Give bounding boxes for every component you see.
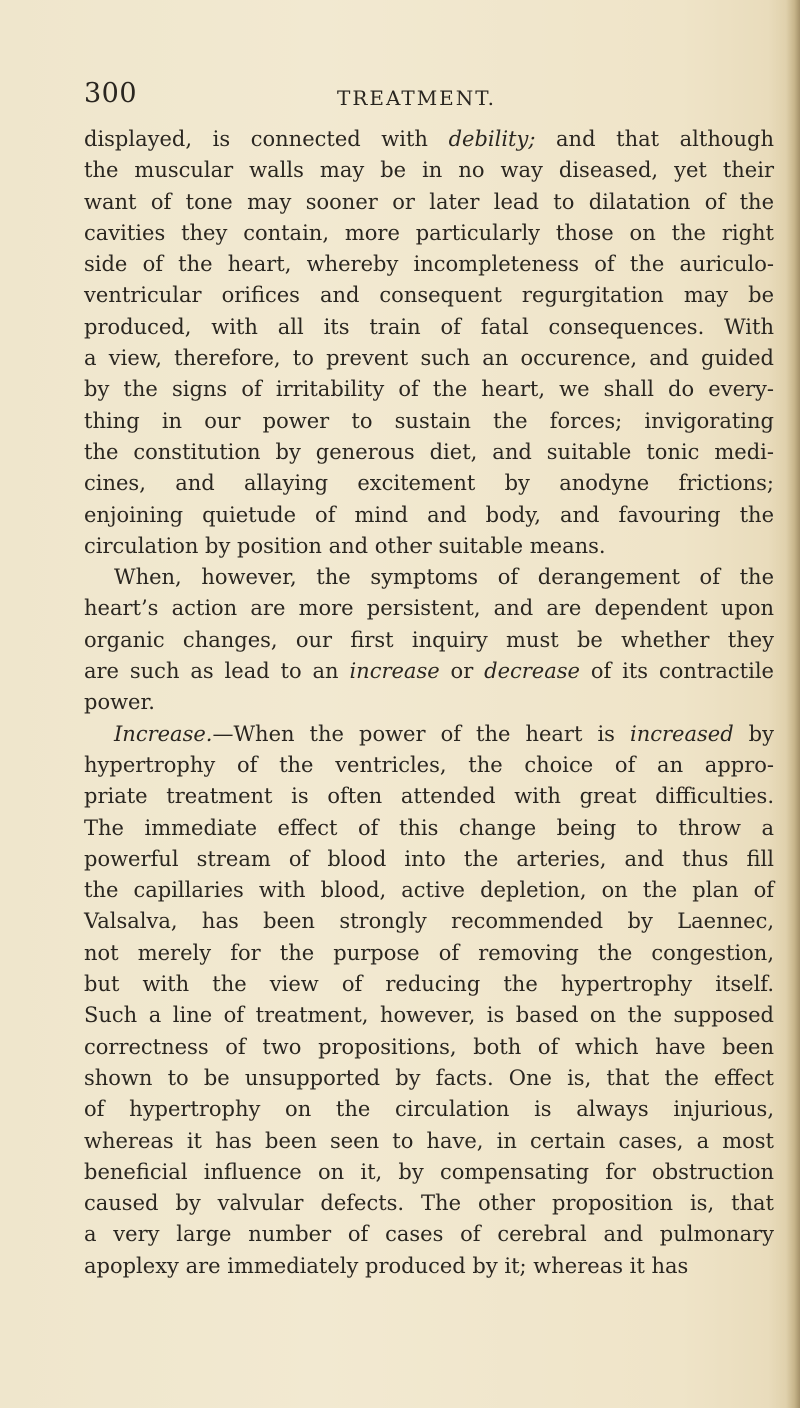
text-line [84, 124, 774, 155]
text-run: thing in our power to sustain the forces; invigorating [84, 408, 774, 433]
running-head: TREATMENT. [337, 86, 497, 110]
text-line [84, 280, 774, 311]
text-run: powerful stream of blood into the arteries, and thus fill [84, 846, 774, 871]
text-line [84, 406, 774, 437]
page-edge-shadow [786, 0, 800, 1408]
text-run: priate treatment is often attended with great difficulties. [84, 784, 774, 809]
text-run: circulation by position and other suitable means. [84, 533, 606, 558]
text-run: Such a line of treatment, however, is based on the supposed [84, 1003, 774, 1028]
text-run: the muscular walls may be in no way diseased, yet their [84, 158, 774, 183]
text-line [84, 969, 774, 1000]
text-line [84, 374, 774, 405]
italic-text-run: decrease [484, 659, 580, 684]
text-run: but with the view of reducing the hypertrophy itself. [84, 972, 774, 997]
italic-text-run: debility; [448, 127, 536, 151]
text-run: hypertrophy of the ventricles, the choice of an appro- [84, 752, 774, 777]
text-run: by [733, 721, 774, 746]
text-run: of hypertrophy on the circulation is always injurious, [84, 1097, 774, 1122]
text-run: a view, therefore, to prevent such an occurence, and guided [84, 346, 774, 371]
text-run: whereas it has been seen to have, in certain cases, a most [84, 1128, 774, 1153]
text-line [84, 813, 774, 844]
text-run: shown to be unsupported by facts. One is, that the effect [84, 1065, 774, 1090]
text-line [84, 249, 774, 280]
italic-text-run: increased [630, 721, 734, 746]
text-line [84, 1251, 774, 1282]
text-line [84, 500, 774, 531]
text-run: apoplexy are immediately produced by it; whereas it has [84, 1253, 689, 1278]
text-line [84, 312, 774, 343]
text-run: cines, and allaying excitement by anodyne frictions; [84, 471, 774, 496]
text-run: beneficial influence on it, by compensating for obstruction [84, 1159, 774, 1184]
text-run: The immediate effect of this change being to throw a [84, 815, 774, 840]
text-line [84, 687, 774, 718]
text-line [84, 938, 774, 969]
text-line [84, 1219, 774, 1250]
italic-text-run: Increase. [114, 721, 213, 746]
text-run: heart’s action are more persistent, and are dependent upon [84, 596, 774, 621]
text-run: want of tone may sooner or later lead to dilatation of the [84, 189, 774, 214]
text-line [84, 1157, 774, 1188]
text-line [84, 625, 774, 656]
italic-text-run: increase [349, 659, 440, 684]
text-run: are such as lead to an [84, 659, 350, 684]
text-line [84, 906, 774, 937]
text-line [84, 468, 774, 499]
text-run: enjoining quietude of mind and body, and favouring the [84, 502, 774, 527]
text-run: cavities they contain, more particularly those on the right [84, 220, 774, 245]
text-line [84, 781, 774, 812]
text-run: the capillaries with blood, active depletion, on the plan of [84, 878, 774, 903]
text-run: correctness of two propositions, both of which have been [84, 1034, 774, 1059]
text-line [84, 750, 774, 781]
text-run: a very large number of cases of cerebral and pulmonary [84, 1222, 774, 1247]
text-run: side of the heart, whereby incompleteness of the auriculo- [84, 252, 774, 277]
text-line [84, 1188, 774, 1219]
text-line [84, 1032, 774, 1063]
text-line [84, 437, 774, 468]
text-run: not merely for the purpose of removing the congestion, [84, 940, 774, 965]
text-line [84, 875, 774, 906]
text-run: power. [84, 690, 155, 715]
text-line [84, 1000, 774, 1031]
body-text [84, 124, 774, 1282]
text-line [84, 844, 774, 875]
text-run: caused by valvular defects. The other proposition is, that [84, 1191, 774, 1216]
text-run: Valsalva, has been strongly recommended by Laennec, [84, 909, 774, 934]
text-run: produced, with all its train of fatal consequences. With [84, 314, 774, 339]
text-run: —When the power of the heart is [212, 721, 630, 746]
text-line [84, 656, 774, 687]
text-run: and that although [535, 127, 775, 151]
text-run: ventricular orifices and consequent regurgitation may be [84, 283, 774, 308]
text-line [84, 562, 774, 593]
text-run: of its contractile [579, 659, 774, 684]
text-line [84, 593, 774, 624]
text-run: organic changes, our first inquiry must be whether they [84, 627, 774, 652]
text-line [84, 1063, 774, 1094]
text-line [84, 343, 774, 374]
text-run: the constitution by generous diet, and suitable tonic medi- [84, 439, 774, 464]
text-line [84, 187, 774, 218]
text-run: by the signs of irritability of the heart, we shall do every- [84, 377, 774, 402]
page-header [84, 78, 774, 118]
page-number: 300 [84, 78, 138, 109]
text-run: When, however, the symptoms of derangement of the [114, 565, 774, 590]
text-line [84, 155, 774, 186]
text-line [84, 719, 774, 750]
text-line [84, 531, 774, 562]
text-run: or [439, 659, 485, 684]
text-line [84, 1094, 774, 1125]
text-line [84, 218, 774, 249]
text-run: displayed, is connected with [84, 127, 449, 151]
text-line [84, 1126, 774, 1157]
